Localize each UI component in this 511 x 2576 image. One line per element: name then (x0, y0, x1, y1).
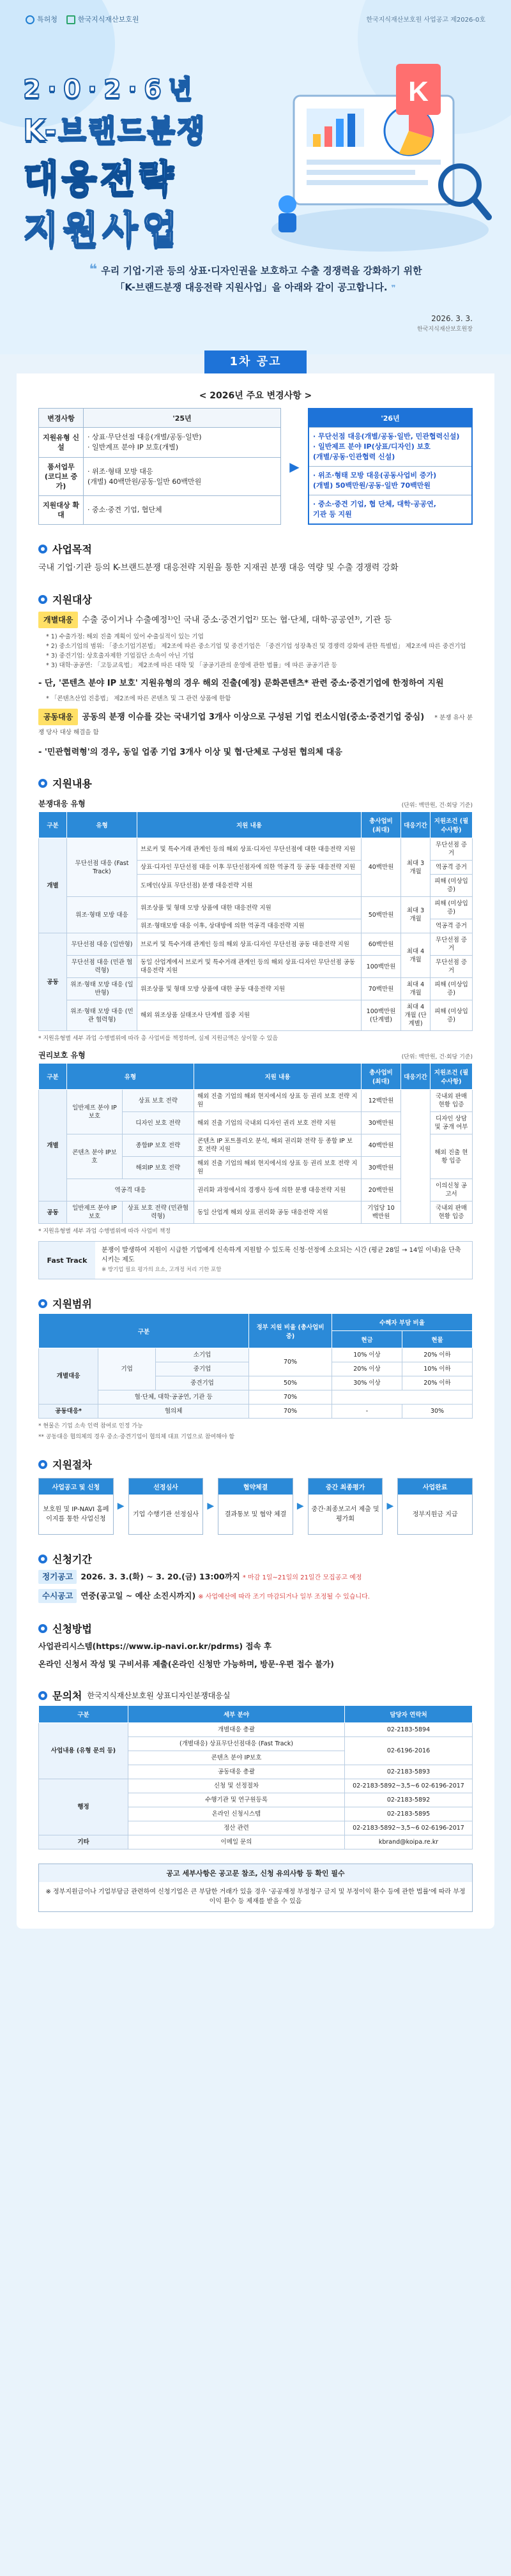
table-row: 위조·형태모방 대응 이후, 상대방에 의한 역공격 대응전략 지원 역공격 증거 (39, 919, 473, 933)
section-title-scope: 지원범위 (38, 1296, 473, 1311)
section-title-content: 지원내용 (38, 776, 473, 790)
table-row: 온라인 신청시스템 02-2183-5895 (39, 1807, 473, 1821)
fast-track-box (38, 1241, 473, 1279)
svg-text:K: K (408, 76, 429, 107)
kipo-logo-icon (26, 15, 34, 24)
section-bullet-icon (38, 545, 47, 554)
section-title-purpose: 사업목적 (38, 541, 473, 556)
hero-year: 2·0·2·6년 (23, 75, 199, 104)
step-3: 협약체결 결과통보 및 협약 체결 (218, 1478, 293, 1535)
table-row: 기타 이메일 문의 kbrand@koipa.re.kr (39, 1835, 473, 1849)
col-head: 변경사항 (39, 409, 84, 428)
method-line-1: 사업관리시스템(https://www.ip-navi.or.kr/pdrms) 접속 후 (38, 1641, 272, 1651)
section-bullet-icon (38, 1691, 47, 1700)
dispute-table-note: * 지원유형별 세부 과업 수행범위에 따라 총 사업비를 책정하며, 실제 지원금액은 상이할 수 있음 (38, 1036, 278, 1042)
scope-table: 구분 정부 지원 비율 (총사업비 중) 수혜자 부담 비율 현금 현물 개별대응 기업 소기업 70% 10% 이상 20% 이하 중기업 20% 이상 10% 이하 중견기업 50% 30% 이상 20% 이하 협·단체, 대학·공공연, 기관 등 70% 공동대응* 협의체 70% - 30% (38, 1313, 473, 1419)
table-row: 무단선점 대응 (민관 협력형) 동일 산업계에서 브로커 및 특수거래 관계인 등의 해외 상표·디자인 무단선점 공동 대응전략 지원 100백만원 무단선점 증거 (39, 956, 473, 978)
table-row: 개별대응 기업 소기업 70% 10% 이상 20% 이하 (39, 1348, 473, 1362)
change-label: 지원유형 신설 (39, 428, 84, 458)
footer-body: ※ 정부지원금이나 기업부담금 관련하여 신청기업은 큰 부담한 거래가 있을 경우 '공공재정 부정청구 금지 및 부정이익 환수 등에 관한 법률'에 따라 부정이익 환수 등 제재를 받을 수 있음 (45, 1888, 466, 1905)
change-items: · 위조·형태 모방 대응(공동사업비 증가) (개별) 50백만원/공동·일반 70백만원 (309, 467, 472, 495)
table-row: 역공격 대응 권리화 과정에서의 경쟁사 등에 의한 분쟁 대응전략 지원 20백만원 이의신청 공고서 (39, 1179, 473, 1201)
table-row: (개별대응) 상표무단선점대응 (Fast Track) 02-6196-2016 (39, 1737, 473, 1751)
table-row: 협·단체, 대학·공공연, 기관 등 70% (39, 1390, 473, 1405)
scope-note-2: ** 공동대응 협의체의 경우 중소·중견기업이 협의체 대표 기업으로 참여해야 함 (38, 1434, 235, 1440)
fast-track-body: 분쟁이 발생하여 지원이 시급한 기업에게 신속하게 지원할 수 있도록 신청·선정에 소요되는 시간 (평균 28일 → 14일 이내)을 단축시키는 제도 ※ 방기업 필요 평가의 요소, 고개정 처리 기한 포함 (102, 1247, 461, 1273)
section-bullet-icon (38, 1460, 47, 1469)
procedure-steps (38, 1478, 473, 1535)
step-1: 사업공고 및 신청 보호원 및 IP-NAVI 홈페이지를 통한 사업신청 (38, 1478, 114, 1535)
col-head: '26년 (309, 409, 472, 428)
table-row: 공동대응* 협의체 70% - 30% (39, 1405, 473, 1419)
section-title-contact: 문의처 한국지식재산보호원 상표디자인분쟁대응실 (38, 1688, 473, 1703)
period-rolling: 수시공고 연중(공고일 ~ 예산 소진시까지) ※ 사업예산에 따라 조기 마감되거나 일부 조정될 수 있습니다. (38, 1589, 473, 1604)
change-items: · 중소·중견 기업, 협 단체, 대학·공공연, 기관 등 지원 (309, 495, 472, 525)
table-row: 행정 신청 및 선정절차 02-2183-5892~3,5~6 02-6196-2017 (39, 1779, 473, 1793)
step-2: 선정심사 기업 수행기관 선정심사 (128, 1478, 204, 1535)
footer-heading: 공고 세부사항은 공고문 참조, 신청 유의사항 등 확인 필수 (39, 1864, 472, 1882)
koipa-logo-icon (66, 15, 75, 24)
table-row: 공동 일반제프 분야 IP보호 상표 보호 전략 (민관협력형) 동일 산업계 해외 상표 권리화 공동 대응전략 지원 기업당 10백만원 국내외 판매 현황 입증 (39, 1201, 473, 1224)
table-row: 개별 무단선점 대응 (Fast Track) 브로커 및 특수거래 관계인 등의 해외 상표·디자인 무단선점에 대한 대응전략 지원 40백만원 최대 3개월 무단선점 증거 (39, 838, 473, 861)
hero-illustration (268, 57, 492, 255)
changes-title: < 2026년 주요 변경사항 > (199, 391, 312, 401)
table-row: 공동대응 총괄 02-2183-5893 (39, 1765, 473, 1779)
contact-table: 구분 세부 분야 담당자 연락처 사업내용 (유형 문의 등) 개별대응 총괄 02-2183-5894 (개별대응) 상표무단선점대응 (Fast Track) 02-6196-2016 콘텐츠 분야 IP보호 공동대응 총괄 02-2183-5893 행정 신청 및 선정절차 02-2183-5892~3,5~6 02-6196-2017 수행기관 및 연구원등록 02-2183-5892 온라인 신청시스템 02-2183-5895 정산 관련 02-2183-5892~3,5~6 02-6196-2017 기타 이메일 문의 kbrand@koipa.re.kr (38, 1705, 473, 1849)
col-head: '25년 (84, 409, 281, 428)
table-row: 디자인 보호 전략 해외 진출 기업의 국내외 디자인 권리 보호 전략 지원 30백만원 디자인 상담 및 공개 여부 (39, 1112, 473, 1134)
announcement-ribbon: 1차 공고 (204, 350, 307, 373)
target-joint: 공동대응 공동의 분쟁 이슈를 갖는 국내기업 3개사 이상으로 구성된 기업 컨소시엄(중소·중견기업 중심) * 분쟁 유사 분쟁 당사 대상 해결을 함 (38, 709, 473, 739)
arrow-right-icon: ▶ (386, 1501, 394, 1511)
table-row: 상표·디자인 무단선점 대응 이후 무단선점자에 의한 역공격 등 공동 대응전략 지원 역공격 증거 (39, 861, 473, 875)
step-5: 사업완료 정부지원금 지급 (397, 1478, 473, 1535)
change-items: · 위조·형태 모방 대응 (개별) 40백만원/공동·일반 60백만원 (84, 457, 281, 495)
target-notes: * 1) 수출가정: 해외 진출 계획이 있어 수출실적이 있는 기업 * 2) 중소기업의 범위: 「중소기업기본법」 제2조에 따른 중소기업 및 중견기업은 「중견기업 성장촉진 및 경쟁력 강화에 관한 특별법」 제2조에 따른 중견기업 * 3) 중견기업: 상호출자제한 기업집단 소속이 아닌 기업 * 3) 대학·공공연: 「고등교육법」 제2조에 따른 대학 및 「공공기관의 운영에 관한 법률」에 따른 공공기관 등 (46, 633, 466, 669)
table-row: 정산 관련 02-2183-5892~3,5~6 02-6196-2017 (39, 1821, 473, 1835)
method-line-2: 온라인 신청서 작성 및 구비서류 제출(온라인 신청만 가능하며, 방문·우편 접수 불가) (38, 1659, 334, 1669)
table-row: 수행기관 및 연구원등록 02-2183-5892 (39, 1793, 473, 1807)
changes-block (38, 408, 473, 525)
kipo-logo: 특허청 (26, 14, 57, 24)
table-row: 도메인(상표 무단선점) 분쟁 대응전략 지원 피해 (미상입증) (39, 875, 473, 897)
table-row: 사업내용 (유형 문의 등) 개별대응 총괄 02-2183-5894 (39, 1723, 473, 1737)
org-text: 한국지식재산보호원장 (417, 326, 473, 333)
changes-right (308, 408, 473, 525)
hero-title-3: 지원사업 (23, 207, 182, 251)
arrow-right-icon: ▶ (289, 458, 300, 474)
change-items: · 중소·중견 기업, 협단체 (84, 496, 281, 525)
content-ip-note: * 「콘텐츠산업 진흥법」 제2조에 따른 콘텐츠 및 그 관련 상품에 한함 (46, 695, 231, 702)
target-individual: 개별대응 수출 중이거나 수출예정¹⁾인 국내 중소·중견기업²⁾ 또는 협·단체, 대학·공공연³⁾, 기관 등 (38, 612, 473, 628)
announce-date (417, 314, 473, 333)
changes-left-table (38, 408, 281, 525)
rights-table-note: * 지원유형별 세부 과업 수행범위에 따라 사업비 책정 (38, 1228, 171, 1235)
period-regular: 정기공고 2026. 3. 3.(화) ~ 3. 20.(금) 13:00까지 * 마감 1일~21일의 21일간 모집공고 예정 (38, 1570, 473, 1585)
logos (26, 14, 139, 24)
section-bullet-icon (38, 779, 47, 788)
section-title-period: 신청기간 (38, 1551, 473, 1566)
arrow-right-icon: ▶ (207, 1501, 215, 1511)
change-label: 품서업무 (코디브 증가) (39, 457, 84, 495)
table-row: 콘텐츠 분야 IP보호 (39, 1751, 473, 1765)
change-label: 지원대상 확대 (39, 496, 84, 525)
section-title-method: 신청방법 (38, 1621, 473, 1636)
table-row: 위조·형태 모방 대응 (일반형) 위조상품 및 형태 모방 상품에 대한 공동 대응전략 지원 70백만원 최대 4개월 피해 (미상입증) (39, 978, 473, 1000)
section-title-procedure: 지원절차 (38, 1457, 473, 1472)
hero-subtitle (26, 262, 485, 296)
individual-tag: 개별대응 (38, 612, 78, 628)
date-text: 2026. 3. 3. (431, 314, 473, 323)
rights-subheading: 권리보호 유형 (단위: 백만원, 건·회당 기준) (38, 1051, 473, 1060)
public-private-line: - '민관협력형'의 경우, 동일 업종 기업 3개사 이상 및 협·단체로 구성된 협의체 대응 (38, 748, 342, 757)
purpose-text: 국내 기업·기관 등의 K-브랜드분쟁 대응전략 지원을 통한 지재권 분쟁 대응 역량 및 수출 경쟁력 강화 (38, 563, 399, 573)
table-row: 공동 무단선점 대응 (일반형) 브로커 및 특수거래 관계인 등의 해외 상표·디자인 무단선점 공동 대응전략 지원 60백만원 최대 4개월 무단선점 증거 (39, 933, 473, 956)
scope-note-1: * 현물은 기업 소속 인력 참여로 인정 가능 (38, 1423, 143, 1429)
rights-table: 구분 유형 지원 내용 총사업비 (최대) 대응기간 지원조건 (필수사항) 개별 일반제프 분야 IP보호 상표 보호 전략 해외 진출 기업의 해외 현지에서의 상표 등 권리 보호 전략 지원 12백만원 국내외 판매 현황 입증 디자인 보호 전략 해외 진출 기업의 국내외 디자인 권리 보호 전략 지원 30백만원 디자인 상담 및 공개 여부 콘텐츠 분야 IP보호 종합IP 보호 전략 콘텐츠 IP 포트폴리오 분석, 해외 권리화 전략 등 종합 IP 보호 전략 지원 40백만원 해외 진출 현황 입증 해외IP 보호 전략 해외 진출 기업의 해외 현지에서의 상표 등 권리 보호 전략 지원 30백만원 역공격 대응 권리화 과정에서의 경쟁사 등에 의한 분쟁 대응전략 지원 20백만원 이의신청 공고서 공동 일반제프 분야 IP보호 상표 보호 전략 (민관협력형) 동일 산업계 해외 상표 권리화 공동 대응전략 지원 기업당 10백만원 국내외 판매 현황 입증 (38, 1063, 473, 1224)
subtitle-line-2: 「K-브랜드분쟁 대응전략 지원사업」을 아래와 같이 공고합니다. (115, 282, 388, 293)
step-4: 중간 최종평가 중간·최종보고서 제출 및 평가회 (308, 1478, 383, 1535)
bottom-spacer (0, 1929, 511, 1945)
notice-number: 한국지식재산보호원 사업공고 제2026-0호 (366, 17, 485, 24)
table-row: 해외IP 보호 전략 해외 진출 기업의 해외 현지에서의 상표 등 권리 보호 전략 지원 30백만원 (39, 1157, 473, 1179)
table-row: 콘텐츠 분야 IP보호 종합IP 보호 전략 콘텐츠 IP 포트폴리오 분석, 해외 권리화 전략 등 종합 IP 보호 전략 지원 40백만원 해외 진출 현황 입증 (39, 1134, 473, 1157)
footer-notice (38, 1864, 473, 1912)
joint-tag: 공동대응 (38, 709, 78, 725)
hero-title-2: 대응전략 (23, 156, 177, 200)
dispute-subheading: 분쟁대응 유형 (단위: 백만원, 건·회당 기준) (38, 799, 473, 809)
hero-title-1: K-브랜드분쟁 (23, 113, 206, 147)
dispute-table: 구분 유형 지원 내용 총사업비 (최대) 대응기간 지원조건 (필수사항) 개별 무단선점 대응 (Fast Track) 브로커 및 특수거래 관계인 등의 해외 상표·디자인 무단선점에 대한 대응전략 지원 40백만원 최대 3개월 무단선점 증거 상표·디자인 무단선점 대응 이후 무단선점자에 의한 역공격 등 공동 대응전략 지원 역공격 증거 도메인(상표 무단선점) 분쟁 대응전략 지원 피해 (미상입증) 위조·형태 모방 대응 위조상품 및 형태 모방 상품에 대한 대응전략 지원 50백만원 최대 3개월 피해 (미상입증) 위조·형태모방 대응 이후, 상대방에 의한 역공격 대응전략 지원 역공격 증거 공동 무단선점 대응 (일반형) 브로커 및 특수거래 관계인 등의 해외 상표·디자인 무단선점 공동 대응전략 지원 60백만원 최대 4개월 무단선점 증거 무단선점 대응 (민관 협력형) 동일 산업계에서 브로커 및 특수거래 관계인 등의 해외 상표·디자인 무단선점 공동 대응전략 지원 100백만원 무단선점 증거 위조·형태 모방 대응 (일반형) 위조상품 및 형태 모방 상품에 대한 공동 대응전략 지원 70백만원 최대 4개월 피해 (미상입증) 위조·형태 모방 대응 (민관 협력형) 해외 위조상품 실태조사 단계별 집중 지원 100백만원 (단계별) 최대 4개월 (단계별) 피해 (미상입증) (38, 811, 473, 1031)
quote-close-icon: ❞ (391, 283, 396, 292)
arrow-right-icon: ▶ (296, 1501, 304, 1511)
changes-right-table (308, 408, 473, 525)
content-card (17, 373, 494, 1929)
table-row: 위조·형태 모방 대응 위조상품 및 형태 모방 상품에 대한 대응전략 지원 50백만원 최대 3개월 피해 (미상입증) (39, 897, 473, 919)
table-row: 중기업 20% 이상 10% 이하 (39, 1362, 473, 1376)
koipa-logo: 한국지식재산보호원 (66, 14, 139, 24)
table-row: 위조·형태 모방 대응 (민관 협력형) 해외 위조상품 실태조사 단계별 집중 지원 100백만원 (단계별) 최대 4개월 (단계별) 피해 (미상입증) (39, 1000, 473, 1031)
table-row: 개별 일반제프 분야 IP보호 상표 보호 전략 해외 진출 기업의 해외 현지에서의 상표 등 권리 보호 전략 지원 12백만원 국내외 판매 현황 입증 (39, 1090, 473, 1112)
ribbon-wrap (0, 350, 511, 373)
section-bullet-icon (38, 595, 47, 604)
change-items: · 상표·무단선점 대응(개별/공동·일반) · 일반계프 분야 IP 보호(개별) (84, 428, 281, 458)
hero-banner (0, 0, 511, 354)
table-row: 중견기업 50% 30% 이상 20% 이하 (39, 1376, 473, 1390)
change-items: · 무단선점 대응(개별/공동·일반, 민관협력신설) · 일반제프 분야 IP(상표/디자인) 보호 (개별/공동·인관협력 신설) (309, 428, 472, 467)
quote-icon: ❝ (89, 262, 98, 278)
contact-email[interactable]: kbrand@koipa.re.kr (345, 1835, 473, 1849)
fast-track-label: Fast Track (39, 1242, 95, 1279)
subtitle-line-1: 우리 기업·기관 등의 상표·디자인권을 보호하고 수출 경쟁력을 강화하기 위한 (101, 265, 422, 276)
section-title-target: 지원대상 (38, 592, 473, 606)
arrow-right-icon: ▶ (117, 1501, 125, 1511)
section-bullet-icon (38, 1555, 47, 1563)
section-bullet-icon (38, 1624, 47, 1633)
content-ip-line: - 단, '콘텐츠 분야 IP 보호' 지원유형의 경우 해외 진출(예정) 문화콘텐츠* 관련 중소·중견기업에 한정하여 지원 (38, 679, 444, 688)
section-bullet-icon (38, 1299, 47, 1308)
